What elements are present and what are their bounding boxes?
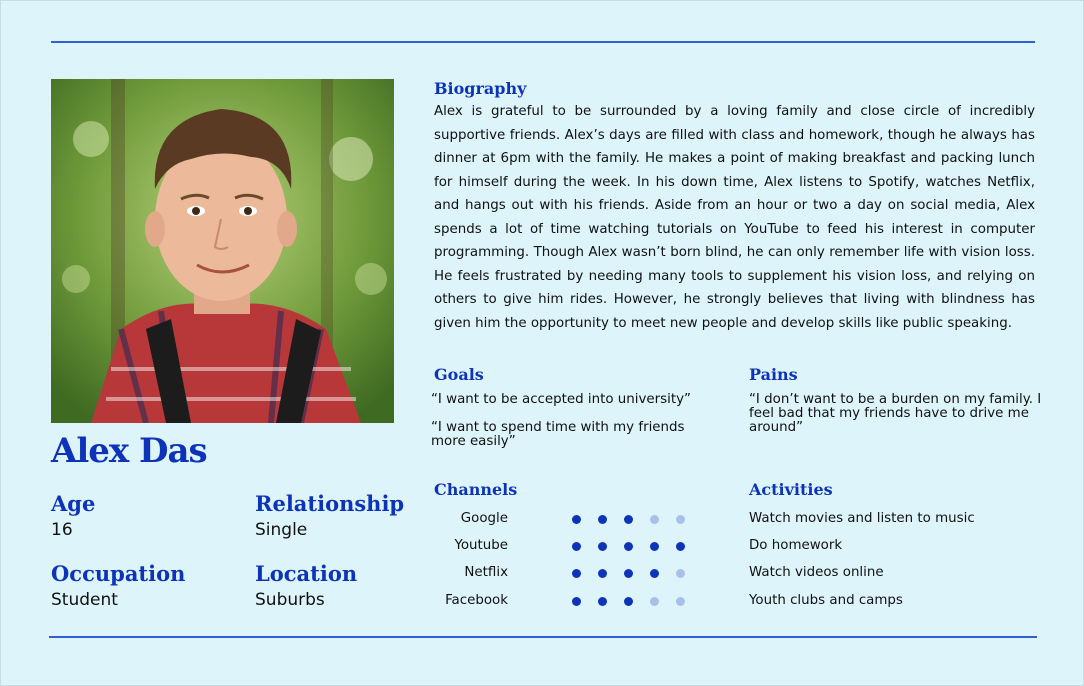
- occupation-label: Occupation: [51, 561, 186, 586]
- rating-dot-empty: [650, 597, 659, 606]
- rating-dot-filled: [572, 515, 581, 524]
- rating-dot-filled: [624, 515, 633, 524]
- rating-dot-filled: [624, 542, 633, 551]
- rating-dot-filled: [676, 542, 685, 551]
- rating-dot-filled: [624, 597, 633, 606]
- rating-dot-filled: [572, 542, 581, 551]
- channel-name: Google: [460, 511, 508, 526]
- persona-name: Alex Das: [51, 431, 207, 471]
- location-value: Suburbs: [255, 590, 325, 610]
- rating-dot-filled: [598, 597, 607, 606]
- activity-item: Youth clubs and camps: [749, 593, 903, 608]
- pain-item: “I don’t want to be a burden on my family. I feel bad that my friends have to drive me around”: [749, 392, 1042, 435]
- rating-dot-filled: [572, 569, 581, 578]
- occupation-value: Student: [51, 590, 118, 610]
- activity-item: Watch videos online: [749, 565, 884, 580]
- relationship-label: Relationship: [255, 491, 405, 516]
- biography-text: Alex is grateful to be surrounded by a loving family and close circle of incredibly supportive friends. Alex’s days are filled with class and homework, though he always has dinner at 6pm with the family. He makes a point of making breakfast and packing lunch for himself during the week. In his down time, Alex listens to Spotify, watches Netflix, and hangs out with his friends. Aside from an hour or two a day on social media, Alex spends a lot of time watching tutorials on YouTube to feed his interest in computer programming. Though Alex wasn’t born blind, he can only remember life with vision loss. He feels frustrated by needing many tools to supplement his vision loss, and relying on others to give him rides. However, he strongly believes that living with blindness has given him the opportunity to meet new people and develop skills like public speaking.: [434, 104, 1035, 331]
- rating-dot-empty: [650, 515, 659, 524]
- activity-item: Watch movies and listen to music: [749, 511, 975, 526]
- location-label: Location: [255, 561, 358, 586]
- rating-dot-filled: [650, 569, 659, 578]
- bottom-divider: [49, 636, 1037, 638]
- rating-dot-filled: [598, 515, 607, 524]
- rating-dot-filled: [598, 569, 607, 578]
- age-label: Age: [51, 491, 96, 516]
- channels-title: Channels: [434, 480, 518, 499]
- channel-name: Netflix: [464, 565, 508, 580]
- relationship-value: Single: [255, 520, 308, 540]
- goal-item: “I want to spend time with my friends more easily”: [431, 420, 685, 449]
- rating-dot-empty: [676, 569, 685, 578]
- channel-name: Youtube: [454, 538, 508, 553]
- rating-dot-filled: [572, 597, 581, 606]
- age-value: 16: [51, 520, 73, 540]
- activities-title: Activities: [749, 480, 833, 499]
- channel-rating: [572, 569, 685, 578]
- biography-title: Biography: [434, 79, 527, 98]
- rating-dot-filled: [624, 569, 633, 578]
- rating-dot-filled: [598, 542, 607, 551]
- persona-photo: [51, 79, 394, 423]
- goal-item: “I want to be accepted into university”: [431, 392, 691, 407]
- channel-rating: [572, 597, 685, 606]
- rating-dot-empty: [676, 515, 685, 524]
- rating-dot-filled: [650, 542, 659, 551]
- rating-dot-empty: [676, 597, 685, 606]
- activity-item: Do homework: [749, 538, 843, 553]
- top-divider: [51, 41, 1035, 43]
- channel-name: Facebook: [445, 593, 508, 608]
- pains-title: Pains: [749, 365, 798, 384]
- channel-rating: [572, 515, 685, 524]
- goals-title: Goals: [434, 365, 484, 384]
- channel-rating: [572, 542, 685, 551]
